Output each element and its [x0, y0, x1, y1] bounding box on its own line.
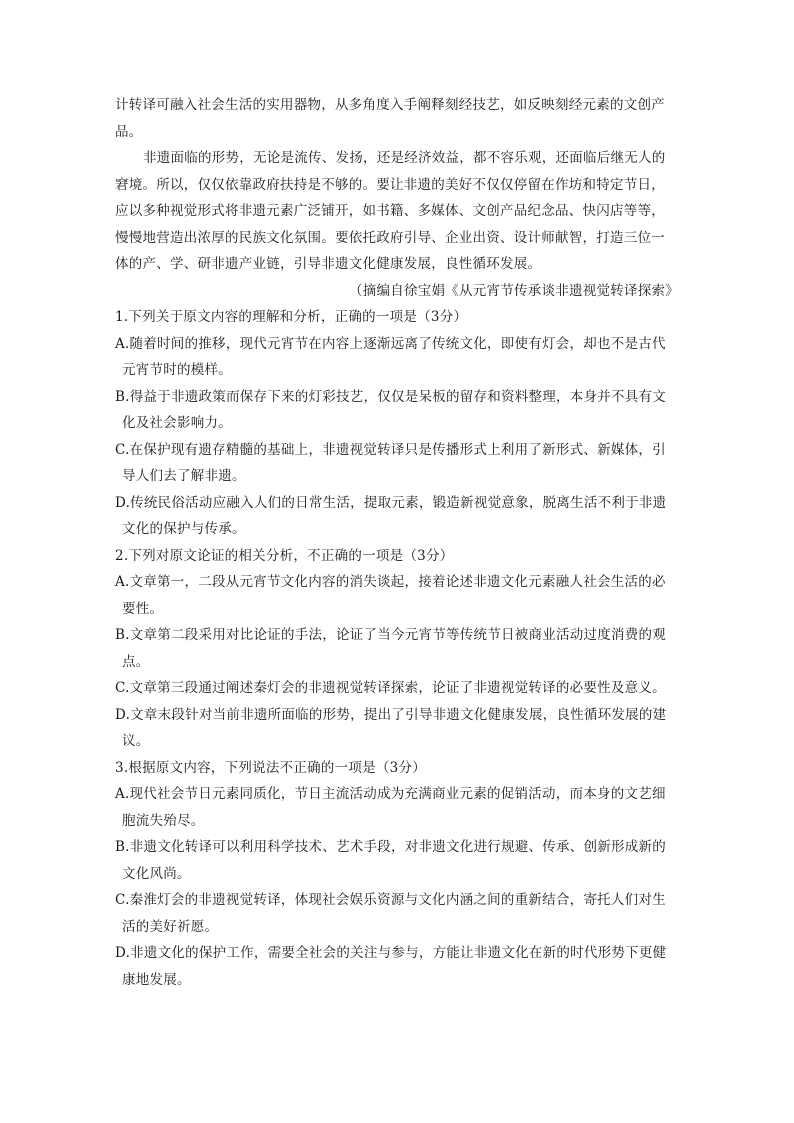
passage-source: （摘编自徐宝娟《从元宵节传承谈非遗视觉转译探索》	[349, 282, 679, 299]
option-line: D.文章末段针对当前非遗所面临的形势，提出了引导非遗文化健康发展，良性循环发展的建	[115, 706, 667, 723]
option-line: 康地发展。	[122, 971, 191, 988]
option-b	[115, 384, 681, 437]
passage-line: 计转译可融入社会生活的实用器物，从多角度入手阐释刻经技艺，如反映刻经元素的文创产	[115, 97, 665, 113]
passage-line: 体的产、学、研非遗产业链，引导非遗文化健康发展，良性循环发展。	[115, 256, 542, 272]
option-line: 要性。	[122, 600, 164, 617]
option-line: B.非遗文化转译可以利用科学技术、艺术手段，对非遗文化进行规避、传承、创新形成新的	[115, 839, 666, 855]
option-line: 胞流失殆尽。	[122, 812, 205, 829]
option-line: 导人们去了解非遗。	[122, 468, 246, 484]
option-c	[115, 887, 681, 940]
question-2	[115, 543, 681, 755]
option-a	[115, 569, 681, 622]
passage-line: 非遗面临的形势，无论是流传、发扬，还是经济效益，都不容乐观，还面临后继无人的	[143, 150, 666, 166]
passage-paragraph-tail	[115, 92, 681, 145]
passage-line: 应以多种视觉形式将非遗元素广泛铺开，如书籍、多媒体、文创产品纪念品、快闪店等等，	[115, 203, 665, 219]
question-1	[115, 304, 681, 543]
option-line: C.秦淮灯会的非遗视觉转译，体现社会娱乐资源与文化内涵之间的重新结合，寄托人们对生	[115, 892, 666, 908]
document-page	[115, 92, 681, 993]
option-line: D.非遗文化的保护工作，需要全社会的关注与参与，方能让非遗文化在新的时代形势下更健	[115, 945, 667, 961]
option-line: 活的美好祈愿。	[122, 918, 219, 935]
passage-line: 品。	[115, 123, 143, 140]
option-line: B.文章第二段采用对比论证的手法，论证了当今元宵节等传统节日被商业活动过度消费的观	[115, 627, 666, 643]
option-line: 化及社会影响力。	[122, 415, 232, 431]
option-b	[115, 622, 681, 675]
option-line: 元宵节时的模样。	[122, 362, 232, 378]
option-line: C.在保护现有遗存精髓的基础上，非遗视觉转译只是传播形式上利用了新形式、新媒体，引	[115, 441, 666, 458]
passage-line: 窘境。所以，仅仅依靠政府扶持是不够的。要让非遗的美好不仅仅停留在作坊和特定节日，	[115, 176, 665, 193]
passage-paragraph-last	[115, 145, 681, 278]
option-a	[115, 781, 681, 834]
option-line: 文化风尚。	[122, 865, 191, 882]
question-title: 2.下列对原文论证的相关分析，不正确的一项是（3分）	[115, 547, 454, 564]
option-line: B.得益于非遗政策而保存下来的灯彩技艺，仅仅是呆板的留存和资料整理，本身并不具有文	[115, 388, 666, 405]
option-line: 文化的保护与传承。	[122, 521, 246, 537]
option-line: 点。	[122, 653, 150, 670]
question-title: 1.下列关于原文内容的理解和分析，正确的一项是（3分）	[115, 309, 468, 325]
option-line: C.文章第三段通过阐述秦灯会的非遗视觉转译探索，论证了非遗视觉转译的必要性及意义。	[115, 680, 666, 696]
option-line: A.现代社会节日元素同质化，节日主流活动成为充满商业元素的促销活动，而本身的文艺细	[115, 786, 666, 802]
option-d	[115, 940, 681, 993]
question-title: 3.根据原文内容，下列说法不正确的一项是（3分）	[115, 759, 426, 776]
question-3	[115, 755, 681, 994]
option-line: A.随着时间的推移，现代元宵节在内容上逐渐远离了传统文化，即使有灯会，却也不是古代	[115, 335, 666, 352]
option-line: 议。	[122, 733, 150, 749]
option-c	[115, 437, 681, 490]
option-c	[115, 675, 681, 702]
option-line: A.文章第一，二段从元宵节文化内容的消失谈起，接着论述非遗文化元素融人社会生活的必	[115, 574, 666, 590]
option-d	[115, 490, 681, 543]
option-a	[115, 331, 681, 384]
passage-line: 慢慢地营造出浓厚的民族文化氛围。要依托政府引导、企业出资、设计师献智，打造三位一	[115, 229, 665, 246]
option-line: D.传统民俗活动应融入人们的日常生活，提取元素，锻造新视觉意象，脱离生活不利于非遗	[115, 494, 667, 511]
option-b	[115, 834, 681, 887]
option-d	[115, 702, 681, 755]
